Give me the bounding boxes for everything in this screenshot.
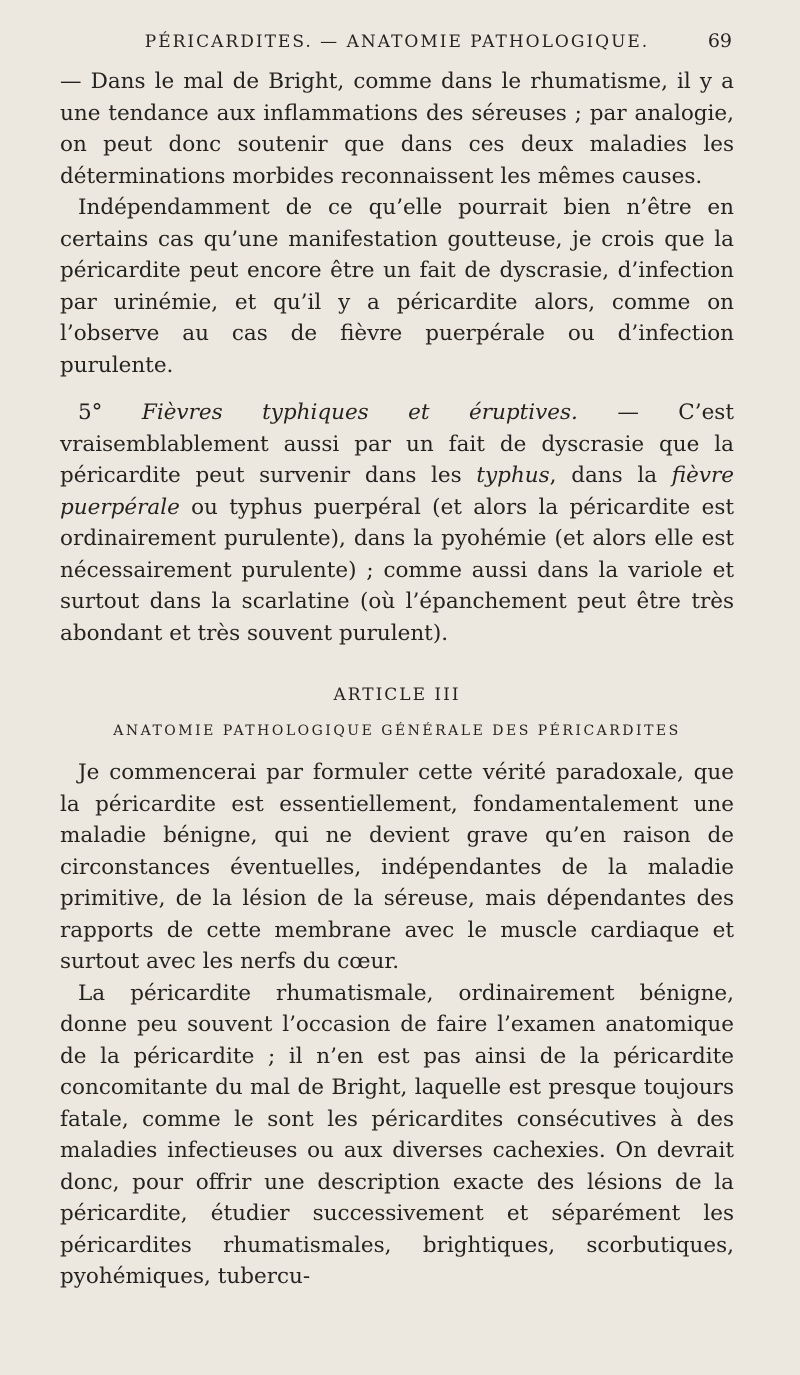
paragraph-2: Indépendamment de ce qu’elle pourrait bien n’être en certains cas qu’une manifestation goutteuse, je crois que la péricardite peut encore être un fait de dyscrasie, d’infection par urinémie, et qu’il y a péricardite alors, comme on l’observe au cas de fièvre puerpérale ou d’infection purulente. — [60, 195, 734, 378]
paragraph-3-text-a: — C’est vraisemblablement aussi par un fait de dyscrasie que la péricardite peut survenir dans les — [60, 400, 734, 488]
paragraph-4: Je commencerai par formuler cette vérité paradoxale, que la péricardite est essentiellement, fondamentalement une maladie bénigne, qui ne devient grave qu’en raison de circonstances éventuelles, indépendantes de la maladie primitive, de la lésion de la séreuse, mais dépendantes des rapports de cette membrane avec le muscle cardiaque et surtout avec les nerfs du cœur. — [60, 760, 734, 974]
body-text — [60, 66, 734, 1293]
paragraph-3-text-b: , dans la — [549, 463, 672, 488]
article-heading: ANATOMIE PATHOLOGIQUE GÉNÉRALE DES PÉRICARDITES — [113, 723, 681, 739]
running-header — [60, 30, 734, 66]
paragraph-5: La péricardite rhumatismale, ordinairement bénigne, donne peu souvent l’occasion de faire l’examen anatomique de la péricardite ; il n’en est pas ainsi de la péricardite concomitante du mal de Bright, laquelle est presque toujours fatale, comme le sont les péricardites consécutives à des maladies infectieuses ou aux diverses cachexies. On devrait donc, pour offrir une description exacte des lésions de la péricardite, étudier successivement et séparément les péricardites rhumatismales, brightiques, scorbutiques, pyohémiques, tubercu- — [60, 980, 734, 1289]
typhus-term: typhus — [476, 463, 550, 488]
fievre-puerperale-term: fièvre puerpérale — [60, 463, 734, 520]
running-title: PÉRICARDITES. — ANATOMIE PATHOLOGIQUE. — [144, 32, 650, 52]
paragraph-3-text-c: ou typhus puerpéral (et alors la péricardite est ordinairement purulente), dans la pyohémie (et alors elle est nécessairement purulente) ; comme aussi dans la variole et surtout dans la scarlatine (où l’épanchement peut être très abondant et très souvent purulent). — [60, 494, 734, 646]
paragraph-3 — [60, 397, 734, 649]
section-title: Fièvres typhiques et éruptives. — [141, 400, 578, 425]
paragraph-1: — Dans le mal de Bright, comme dans le rhumatisme, il y a une tendance aux inflammations des séreuses ; par analogie, on peut donc soutenir que dans ces deux maladies les déterminations morbides reconnaissent les mêmes causes. — [60, 69, 734, 189]
page-number: 69 — [707, 30, 732, 52]
section-number: 5° — [78, 400, 103, 425]
article-label: ARTICLE III — [333, 685, 461, 705]
